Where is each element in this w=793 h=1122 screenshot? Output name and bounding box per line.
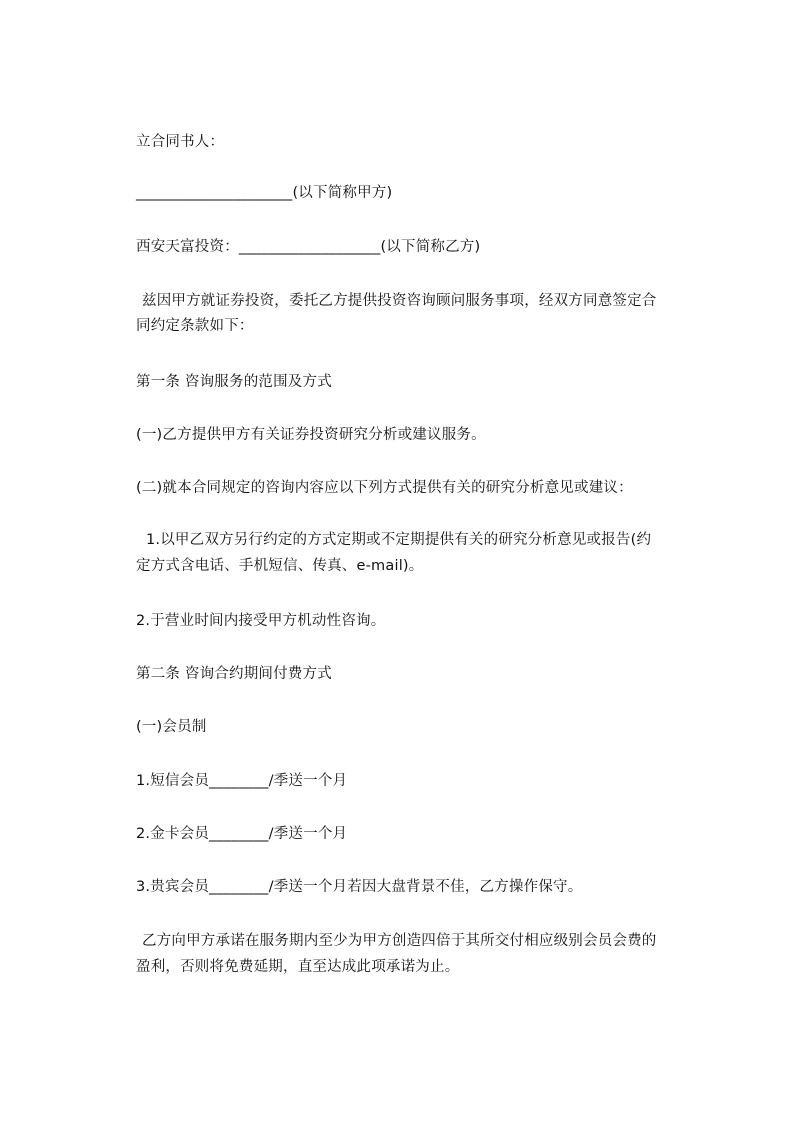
article-1-item-2: (二)就本合同规定的咨询内容应以下列方式提供有关的研究分析意见或建议：: [136, 480, 633, 496]
party-a-line: _____________________(以下简称甲方): [136, 185, 393, 201]
commitment-line-2: 盈利，否则将免费延期，直至达成此项承诺为止。: [136, 959, 460, 975]
method-1-line-2: 定方式含电话、手机短信、传真、e-mail)。: [136, 558, 424, 574]
membership-vip: 3.贵宾会员________/季送一个月若因大盘背景不佳，乙方操作保守。: [136, 879, 583, 895]
commitment-line-1: 乙方向甲方承诺在服务期内至少为甲方创造四倍于其所交付相应级别会员会费的: [142, 933, 657, 949]
membership-heading: (一)会员制: [136, 719, 207, 735]
article-2-heading: 第二条 咨询合约期间付费方式: [136, 666, 332, 682]
preamble-line-1: 兹因甲方就证券投资，委托乙方提供投资咨询顾问服务事项，经双方同意签定合: [142, 293, 657, 309]
method-1-line-1: 1.以甲乙双方另行约定的方式定期或不定期提供有关的研究分析意见或报告(约: [146, 532, 652, 548]
party-b-line: 西安天富投资：___________________(以下简称乙方): [136, 239, 481, 255]
preamble-line-2: 同约定条款如下：: [136, 318, 254, 334]
article-1-heading: 第一条 咨询服务的范围及方式: [136, 374, 332, 390]
party-heading: 立合同书人：: [136, 134, 225, 150]
membership-sms: 1.短信会员________/季送一个月: [136, 773, 348, 789]
method-2-line: 2.于营业时间内接受甲方机动性咨询。: [136, 613, 386, 629]
article-1-item-1: (一)乙方提供甲方有关证券投资研究分析或建议服务。: [136, 427, 486, 443]
membership-gold: 2.金卡会员________/季送一个月: [136, 826, 348, 842]
